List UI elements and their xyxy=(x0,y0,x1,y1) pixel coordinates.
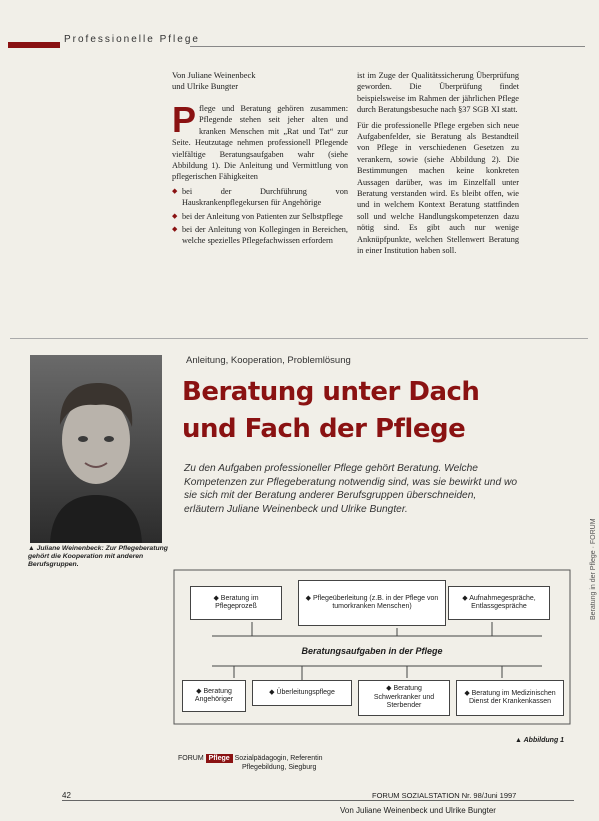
diagram-box-pflegeprozess: ◆ Beratung im Pflegeprozeß xyxy=(190,586,282,620)
paragraph: ist im Zuge der Qualitätssicherung Überprüfung geworden. Die Überprüfung findet beispielsweise im Rahmen der jährlichen Pflege durch Beratungsbesuche nach §37 SGB XI statt. xyxy=(357,71,519,115)
footer-credit: Von Juliane Weinenbeck und Ulrike Bungter xyxy=(340,806,496,815)
section-title: Professionelle Pflege xyxy=(64,34,200,45)
text-column-right xyxy=(357,70,519,261)
photo-caption: ▲ Juliane Weinenbeck: Zur Pflegeberatung gehört die Kooperation mit anderen Berufsgruppen. xyxy=(28,545,168,569)
article-lead: Zu den Aufgaben professioneller Pflege gehört Beratung. Welche Kompetenzen zur Pflegeberatung notwendig sind, was sie bewirkt und wo sie sich mit der Beratung anderer Berufsgruppen überschneiden, erläutern Juliane Weinenbeck und Ulrike Bungter. xyxy=(184,463,517,515)
page-number: 42 xyxy=(62,791,71,800)
diagram-box-aufnahmegespraeche: ◆ Aufnahmegespräche, Entlassgespräche xyxy=(448,586,550,620)
diagram-box-medizinischer-dienst: ◆ Beratung im Medizinischen Dienst der Krankenkassen xyxy=(456,680,564,716)
footer-rule xyxy=(62,800,574,801)
diagram-center-title: Beratungsaufgaben in der Pflege xyxy=(301,646,443,656)
org-line-1: Sozialpädagogin, Referentin xyxy=(234,755,323,762)
text-column-left xyxy=(172,99,348,249)
footer-author-info xyxy=(178,754,323,772)
author-line-2: und Ulrike Bungter xyxy=(172,81,239,91)
figure-diagram xyxy=(172,568,572,728)
dropcap: P xyxy=(172,99,197,140)
paragraph: Für die professionelle Pflege ergeben sich neue Aufgabenfelder, sie Beratung als Bestandteil von Pflege in verschiedenen Gesetzen zu verankern, sowie (siehe Abbildung 2). Die Bestimmungen machen keine konkreten Aussagen darüber, was im Einzelfall unter Beratung verstanden wird. Es bleibt offen, wie und in welchem Kontext Beratung stattfinden soll und welche Handlungskompetenzen dazu nötig sind. Es gibt auch nur wenige Anknüpfpunkte, welchen Stellenwert Beratung in einer Institution haben soll. xyxy=(357,120,519,256)
journal-info: FORUM SOZIALSTATION Nr. 98/Juni 1997 xyxy=(372,791,517,800)
list-item: ◆ bei der Anleitung von Kollegingen in Bereichen, welche spezielles Pflegefachwissen erfordern xyxy=(172,224,348,247)
header-accent-bar xyxy=(8,42,60,48)
intro-paragraph xyxy=(172,99,348,183)
list-item: ◆ bei der Durchführung von Hauskrankenpflegekursen für Angehörige xyxy=(172,186,348,209)
header-rule xyxy=(190,46,585,47)
bullet-list xyxy=(172,186,348,247)
article-kicker: Anleitung, Kooperation, Problemlösung xyxy=(186,355,351,366)
org-line-2: Pflegebildung, Siegburg xyxy=(242,764,317,771)
author-photo xyxy=(30,355,162,543)
article-title-line-1: Beratung unter Dach xyxy=(182,377,480,407)
author-byline xyxy=(172,70,347,92)
diagram-box-angehoerige: ◆ Beratung Angehöriger xyxy=(182,680,246,712)
figure-label: ▲ Abbildung 1 xyxy=(515,737,565,744)
author-line-1: Von Juliane Weinenbeck xyxy=(172,70,256,80)
side-margin-text: Beratung in der Pflege · FORUM xyxy=(590,518,597,620)
portrait-image xyxy=(30,355,162,543)
forum-tag: Pflege xyxy=(206,754,233,763)
list-item: ◆ bei der Anleitung von Patienten zur Selbstpflege xyxy=(172,211,348,222)
section-divider xyxy=(10,338,588,339)
diagram-box-pflegeueberleitung: ◆ Pflegeüberleitung (z.B. in der Pflege von tumorkranken Menschen) xyxy=(298,580,446,626)
forum-label: FORUM xyxy=(178,755,204,762)
diagram-box-schwerkranke: ◆ Beratung Schwerkranker und Sterbender xyxy=(358,680,450,716)
intro-text: flege und Beratung gehören zusammen: Pflegende stehen seit jeher alten und kranken Menschen mit „Rat und Tat“ zur Seite. Heutzutage nehmen professionell Pflegende vielfältige Beratungsaufgaben wahr (siehe Abbildung 1). Die Anleitung und Vermittlung von pflegerischen Fähigkeiten xyxy=(172,104,348,182)
article-title-line-2: und Fach der Pflege xyxy=(182,414,466,444)
footer-brand-line xyxy=(178,754,323,763)
diagram-box-ueberleitungspflege: ◆ Überleitungspflege xyxy=(252,680,352,706)
